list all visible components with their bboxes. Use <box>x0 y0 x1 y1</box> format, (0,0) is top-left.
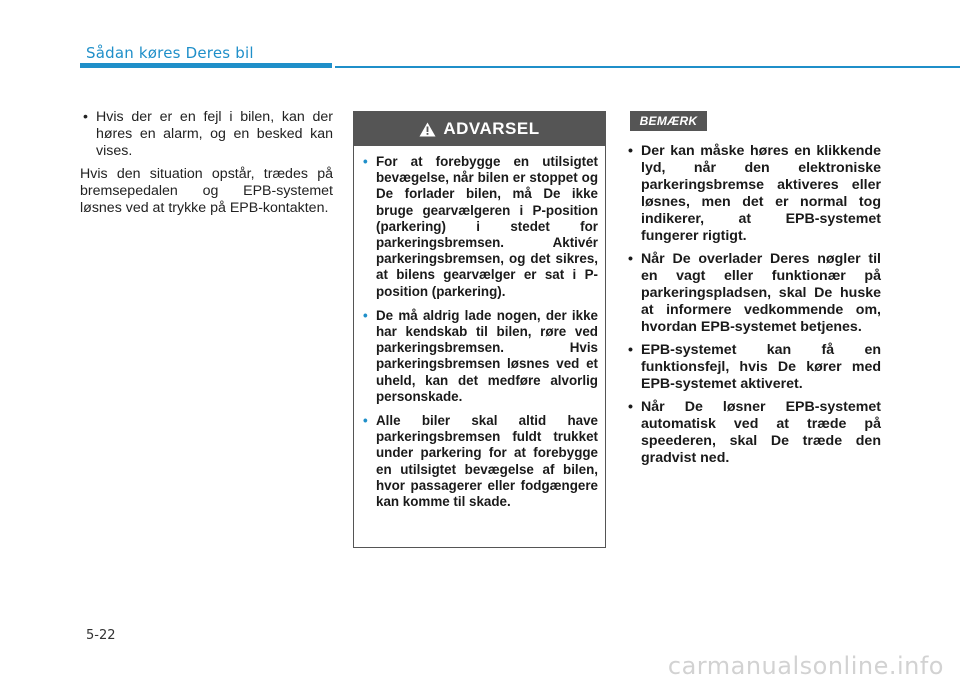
warning-box <box>353 111 606 548</box>
bullet-icon: • <box>363 413 368 429</box>
note-item: • Når De overlader Deres nøgler til en vagt eller funktionær på parkeringspladsen, skal De huske at informere vedkommende om, hvordan EPB-systemet betjenes. <box>627 251 881 336</box>
header-rule-thick <box>80 63 332 68</box>
warning-item-text: For at forebygge en utilsigtet bevægelse, når bilen er stoppet og De forlader bilen, må De ikke bruge gearvælgeren i P-position (parkering) i stedet for parkeringsbremsen. Aktivér parkeringsbremsen, og det sikres, at bilens gearvælger er sat i P-position (parkering). <box>376 154 598 299</box>
note-label: BEMÆRK <box>630 111 707 131</box>
note-item: • Der kan måske høres en klikkende lyd, når den elektroniske parkeringsbremse aktiveres eller løsnes, men det er normal tog indikerer, at EPB-systemet fungerer rigtigt. <box>627 143 881 245</box>
bullet-icon: • <box>363 307 368 323</box>
note-column <box>627 143 881 473</box>
warning-header <box>354 112 605 146</box>
bullet-icon: • <box>363 154 368 169</box>
page-number: 5-22 <box>86 628 116 643</box>
warning-triangle-icon <box>419 122 436 137</box>
left-bullet-list <box>80 109 333 160</box>
note-item: • Når De løsner EPB-systemet automatisk ved at træde på speederen, skal De træde den gradvist ned. <box>627 399 881 467</box>
warning-list <box>362 154 598 510</box>
note-list <box>627 143 881 467</box>
warning-item <box>362 154 598 300</box>
warning-item <box>362 413 598 510</box>
left-bullet-item: • Hvis der er en fejl i bilen, kan der høres en alarm, og en besked kan vises. <box>80 109 333 160</box>
section-title: Sådan køres Deres bil <box>86 44 254 62</box>
note-item: • EPB-systemet kan få en funktionsfejl, hvis De kører med EPB-systemet aktiveret. <box>627 342 881 393</box>
warning-item-text: Alle biler skal altid have parkeringsbremsen fuldt trukket under parkering for at forebygge en utilsigtet bevægelse af bilen, hvor passagerer eller fodgængere kan komme til skade. <box>376 413 598 510</box>
left-column <box>80 109 333 217</box>
warning-item-text: De må aldrig lade nogen, der ikke har kendskab til bilen, røre ved parkeringsbremsen. Hvis parkeringsbremsen løsnes ved et uheld, kan det medføre alvorlig personskade. <box>376 307 598 404</box>
header-rule-thin <box>335 66 960 68</box>
warning-body <box>354 146 605 510</box>
warning-title: ADVARSEL <box>443 119 540 138</box>
warning-item <box>362 308 598 405</box>
left-paragraph: Hvis den situation opstår, trædes på bremsepedalen og EPB-systemet løsnes ved at trykke på EPB-kontakten. <box>80 166 333 216</box>
watermark: carmanualsonline.info <box>667 652 944 680</box>
